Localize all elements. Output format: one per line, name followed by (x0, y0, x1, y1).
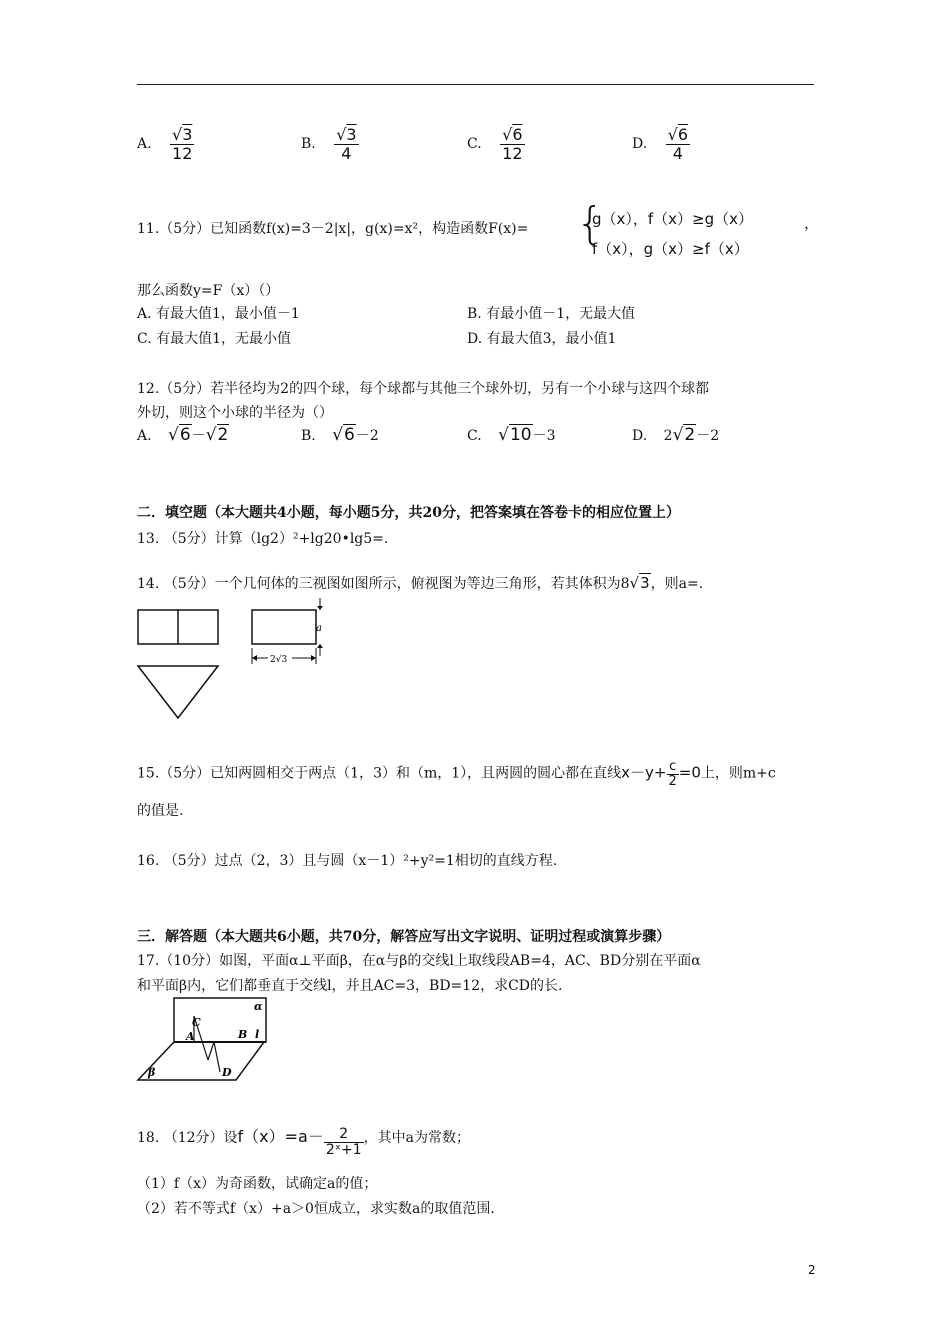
label-l: l (255, 1028, 260, 1041)
q11-case1: g（x），f（x）≥g（x） (592, 210, 754, 228)
q11-piecewise (576, 198, 820, 264)
q11-case2: f（x），g（x）≥f（x） (592, 240, 749, 258)
side-view (252, 610, 316, 644)
q17-stem-line1: 17.（10分）如图，平面α⊥平面β，在α与β的交线l上取线段AB=4，AC、BD分别在平面α (137, 953, 701, 969)
top-view-triangle (138, 666, 218, 718)
q10-option-a: A. $\frac{√3}{12}$ (137, 125, 193, 163)
dim-label-width: 2√3 (270, 655, 288, 665)
segment-bd (214, 1042, 220, 1072)
q18-part2: （2）若不等式f（x）+a＞0恒成立，求实数a的取值范围. (137, 1201, 495, 1217)
q11-option-c: C. 有最大值1，无最小值 (137, 331, 292, 347)
q17-planes-figure (136, 996, 270, 1084)
q18-part1: （1）f（x）为奇函数，试确定a的值； (137, 1176, 378, 1192)
section-2-heading: 二．填空题（本大题共4小题，每小题5分，共20分，把答案填在答卷卡的相应位置上） (137, 505, 680, 521)
q13: 13. （5分）计算（lg2）²+lg20•lg5=. (137, 531, 389, 547)
label-d: D (222, 1066, 232, 1079)
q12-option-c: C. √10－3 (467, 425, 556, 445)
q12-option-a: A. √6－√2 (137, 425, 229, 445)
q17-stem-line2: 和平面β内，它们都垂直于交线l，并且AC=3，BD=12，求CD的长. (137, 978, 563, 994)
q11-option-d: D. 有最大值3，最小值1 (467, 331, 617, 347)
q12-option-b: B. √6－2 (301, 425, 379, 445)
q10-option-b: B. $\frac{√3}{4}$ (301, 125, 357, 163)
q12-stem-line1: 12.（5分）若半径均为2的四个球，每个球都与其他三个球外切，另有一个小球与这四个球都 (137, 381, 710, 397)
q16: 16. （5分）过点（2，3）且与圆（x－1）²+y²=1相切的直线方程. (137, 853, 558, 869)
dim-label-a: a (316, 623, 322, 634)
q14-three-view-figure (136, 596, 336, 724)
label-beta: β (148, 1066, 156, 1079)
q11-question: 那么函数y=F（x）（） (137, 283, 280, 299)
q10-option-c: C. $\frac{√6}{12}$ (467, 125, 523, 163)
label-c: C (192, 1016, 201, 1029)
header-rule (137, 84, 814, 85)
q10-option-d: D. $\frac{√6}{4}$ (632, 125, 689, 163)
q11-option-a: A. 有最大值1，最小值－1 (137, 306, 300, 322)
label-alpha: α (254, 1000, 263, 1013)
label-b: B (238, 1028, 248, 1041)
left-brace: { (576, 198, 604, 249)
label-a: A (186, 1030, 195, 1043)
q18-stem: 18. （12分）设f（x）=a－ $\frac{2}{\text{2ˣ+1}}$ ，其中a为常数； (137, 1125, 470, 1158)
q12-option-d: D. 2√2－2 (632, 425, 720, 445)
q12-stem-line2: 外切，则这个小球的半径为（） (137, 405, 333, 421)
q15-stem-line2: 的值是. (137, 803, 184, 819)
plane-beta (138, 1042, 264, 1080)
section-3-heading: 三．解答题（本大题共6小题，共70分，解答应写出文字说明、证明过程或演算步骤） (137, 929, 671, 945)
page-number: 2 (808, 1263, 816, 1277)
q11-stem: 11.（5分）已知函数f(x)=3－2|x|，g(x)=x²，构造函数F(x)= (137, 221, 529, 237)
q15-stem: 15.（5分）已知两圆相交于两点（1，3）和（m，1），且两圆的圆心都在直线x－y+ $\frac{c}{2}$ =0上，则m+c (137, 759, 776, 790)
q14-stem: 14. （5分）一个几何体的三视图如图所示，俯视图为等边三角形，若其体积为8√3，则a=. (137, 574, 704, 592)
q11-option-b: B. 有最小值－1，无最大值 (467, 306, 636, 322)
q11-comma: ， (804, 214, 820, 232)
